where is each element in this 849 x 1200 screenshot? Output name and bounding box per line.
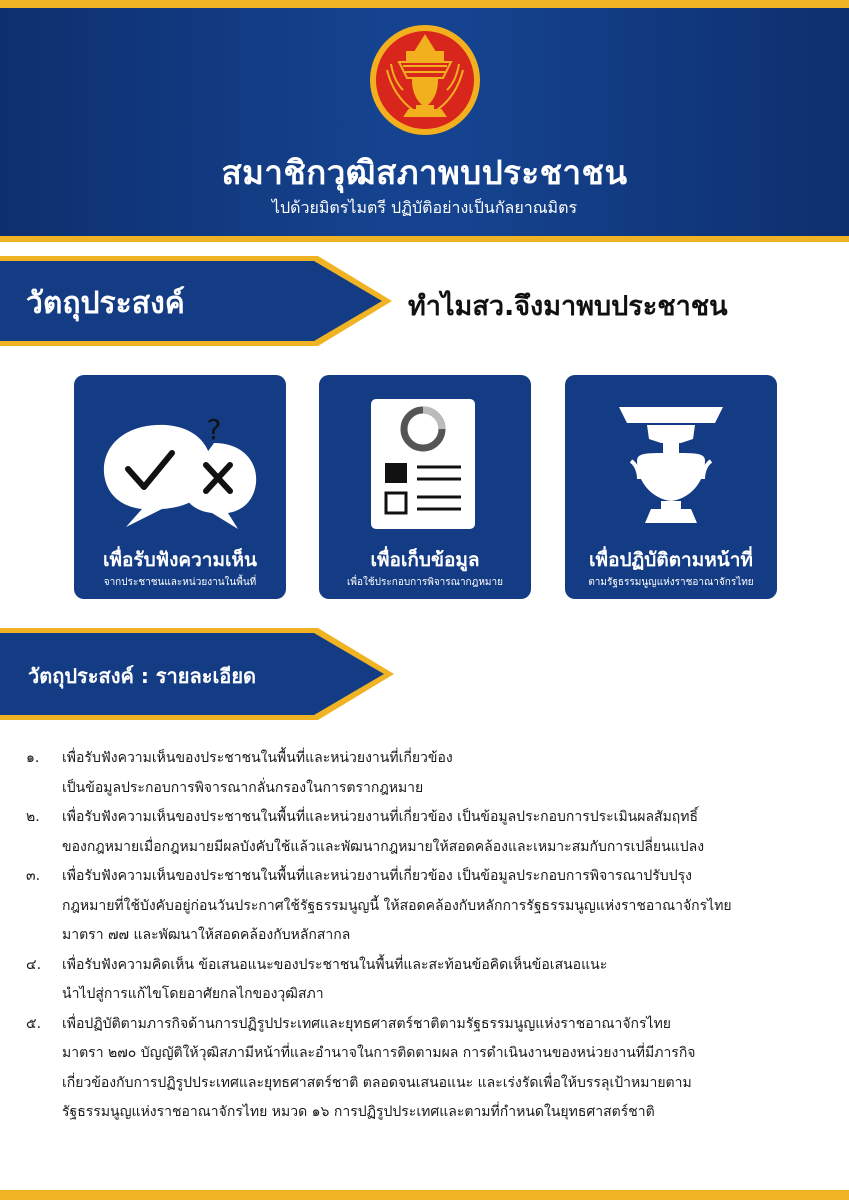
details-label: วัตถุประสงค์ : รายละเอียด bbox=[28, 664, 257, 688]
list-item-line: เพื่อรับฟังความเห็นของประชาชนในพื้นที่และหน่วยงานที่เกี่ยวข้อง เป็นข้อมูลประกอบการพิจารณาปรับปรุง bbox=[62, 868, 692, 884]
svg-text:?: ? bbox=[206, 413, 222, 446]
list-item-number: ๒. bbox=[26, 809, 40, 825]
card-collect-data bbox=[319, 375, 531, 599]
list-item-line: เพื่อรับฟังความคิดเห็น ข้อเสนอแนะของประชาชนในพื้นที่และสะท้อนข้อคิดเห็นข้อเสนอแนะ bbox=[62, 956, 608, 973]
card-perform-duty bbox=[565, 375, 777, 599]
details-banner bbox=[0, 628, 400, 720]
parliament-emblem-icon bbox=[369, 24, 481, 136]
list-item-line: รัฐธรรมนูญแห่งราชอาณาจักรไทย หมวด ๑๖ การปฏิรูปประเทศและตามที่กำหนดในยุทธศาสตร์ชาติ bbox=[62, 1104, 655, 1120]
list-item-line: เป็นข้อมูลประกอบการพิจารณากลั่นกรองในการตรากฎหมาย bbox=[62, 779, 424, 796]
site-subtitle: ไปด้วยมิตรไมตรี ปฏิบัติอย่างเป็นกัลยาณมิตร bbox=[271, 198, 578, 217]
list-item-number: ๑. bbox=[26, 750, 40, 766]
constitution-pedestal-icon bbox=[615, 403, 727, 529]
survey-checklist-icon bbox=[371, 399, 477, 529]
details-list bbox=[26, 744, 826, 1128]
list-item bbox=[26, 803, 826, 862]
list-item-line: เกี่ยวข้องกับการปฏิรูปประเทศและยุทธศาสตร์ชาติ ตลอดจนเสนอแนะ และเร่งรัดเพื่อให้บรรลุเป้าหมายตาม bbox=[62, 1074, 692, 1091]
list-item-number: ๓. bbox=[26, 868, 41, 884]
list-item bbox=[26, 951, 826, 1010]
speech-bubbles-check-cross-icon bbox=[96, 403, 264, 533]
list-item-number: ๕. bbox=[26, 1015, 42, 1032]
list-item-line: มาตรา ๗๗ และพัฒนาให้สอดคล้องกับหลักสากล bbox=[62, 927, 351, 943]
objective-label: วัตถุประสงค์ bbox=[26, 286, 185, 321]
list-item-line: ของกฎหมายเมื่อกฎหมายมีผลบังคับใช้แล้วและพัฒนากฎหมายให้สอดคล้องและเหมาะสมกับการเปลี่ยนแปลง bbox=[62, 838, 705, 855]
objective-question-heading: ทำไมสว.จึงมาพบประชาชน bbox=[408, 291, 728, 322]
card-collect-title: เพื่อเก็บข้อมูล bbox=[370, 549, 480, 571]
site-title: สมาชิกวุฒิสภาพบประชาชน bbox=[221, 153, 628, 192]
list-item bbox=[26, 744, 826, 803]
list-item-line: เพื่อปฏิบัติตามภารกิจด้านการปฏิรูปประเทศและยุทธศาสตร์ชาติตามรัฐธรรมนูญแห่งราชอาณาจักรไทย bbox=[62, 1015, 672, 1032]
list-item-line: เพื่อรับฟังความเห็นของประชาชนในพื้นที่และหน่วยงานที่เกี่ยวข้อง เป็นข้อมูลประกอบการประเมินผลสัมฤทธิ์ bbox=[62, 809, 699, 825]
card-listen-title: เพื่อรับฟังความเห็น bbox=[102, 549, 257, 571]
card-duty-subtitle: ตามรัฐธรรมนูญแห่งราชอาณาจักรไทย bbox=[588, 577, 754, 588]
bottom-accent-stripe bbox=[0, 1190, 849, 1200]
header-accent-stripe bbox=[0, 236, 849, 242]
card-listen-subtitle: จากประชาชนและหน่วยงานในพื้นที่ bbox=[103, 577, 257, 588]
list-item-number: ๔. bbox=[26, 956, 42, 973]
card-listen-opinions bbox=[74, 375, 286, 599]
list-item bbox=[26, 862, 826, 951]
list-item-line: นำไปสู่การแก้ไขโดยอาศัยกลไกของวุฒิสภา bbox=[62, 986, 324, 1002]
list-item-line: กฎหมายที่ใช้บังคับอยู่ก่อนวันประกาศใช้รัฐธรรมนูญนี้ ให้สอดคล้องกับหลักการรัฐธรรมนูญแห่งราชอาณาจักรไทย bbox=[62, 897, 732, 914]
top-accent-stripe bbox=[0, 0, 849, 8]
list-item-line: เพื่อรับฟังความเห็นของประชาชนในพื้นที่และหน่วยงานที่เกี่ยวข้อง bbox=[62, 750, 453, 766]
objective-banner bbox=[0, 256, 400, 346]
card-duty-title: เพื่อปฏิบัติตามหน้าที่ bbox=[589, 549, 753, 571]
list-item bbox=[26, 1010, 826, 1128]
card-collect-subtitle: เพื่อใช้ประกอบการพิจารณากฎหมาย bbox=[347, 577, 503, 588]
list-item-line: มาตรา ๒๗๐ บัญญัติให้วุฒิสภามีหน้าที่และอำนาจในการติดตามผล การดำเนินงานของหน่วยงานที่มีภารกิจ bbox=[62, 1045, 696, 1061]
